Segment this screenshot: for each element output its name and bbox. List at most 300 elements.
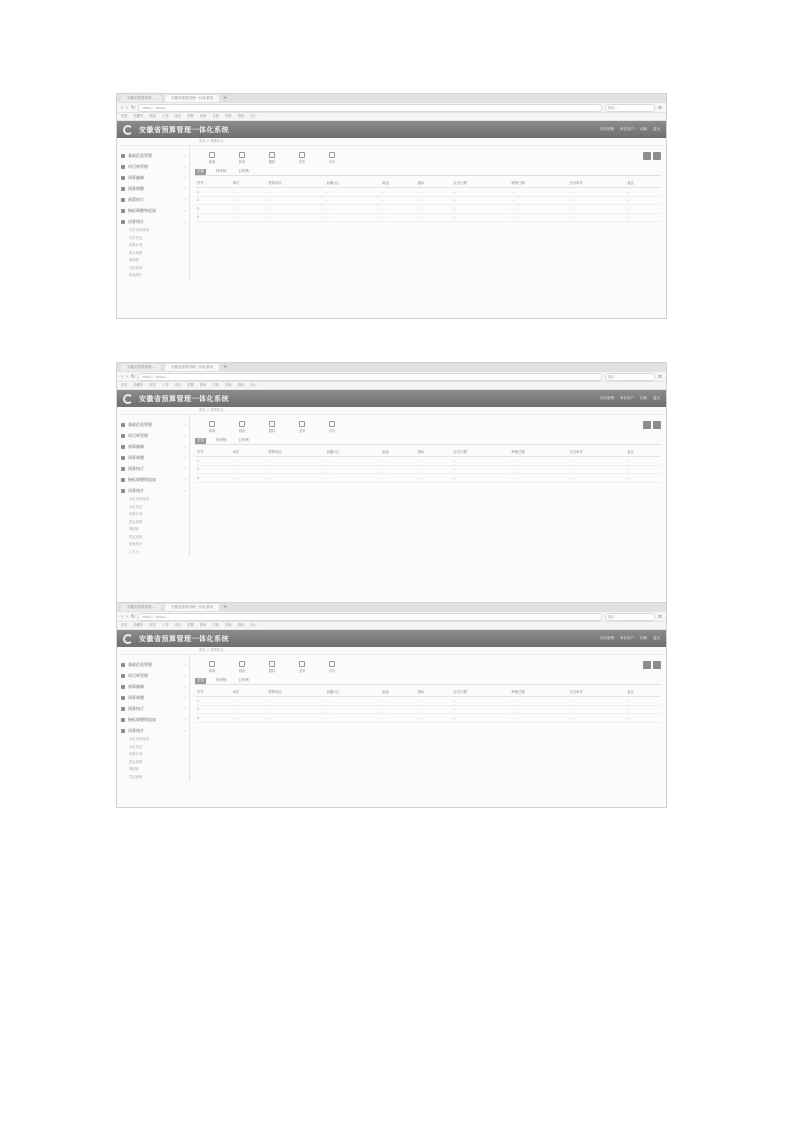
table-cell: …: [567, 188, 625, 197]
forward-icon[interactable]: ›: [126, 613, 128, 620]
header-action[interactable]: 切换: [640, 127, 647, 131]
table-cell: …: [324, 205, 380, 214]
sidebar-menu-item[interactable]: [117, 150, 189, 161]
sidebar-sub-item[interactable]: 凭证查询: [129, 774, 143, 779]
table-cell: …: [451, 465, 509, 474]
toolbar-button[interactable]: [293, 421, 311, 433]
subtab[interactable]: 已审核: [238, 678, 249, 682]
table-cell: …: [231, 457, 267, 466]
sidebar-sub-item[interactable]: 支付凭证: [129, 504, 143, 509]
header-action[interactable]: 项目管理: [600, 127, 614, 131]
header-action[interactable]: 项目管理: [600, 636, 614, 640]
header-action[interactable]: 单位用户: [620, 636, 634, 640]
column-header: 单位: [231, 447, 267, 457]
menu-item-label: 决算统计: [128, 218, 144, 224]
table-cell: …: [625, 213, 661, 222]
column-header: 序号: [195, 447, 231, 457]
table-cell: …: [625, 705, 661, 714]
reload-icon[interactable]: ↻: [131, 104, 136, 111]
url-input[interactable]: http://…/pyjs/…: [138, 613, 602, 621]
sidebar-sub-item[interactable]: 支付申请查询: [129, 228, 149, 232]
table-cell: …: [380, 457, 416, 466]
column-header: 支付日期: [451, 447, 509, 457]
toolbar-button-label: 导出: [328, 669, 336, 673]
new-tab-icon[interactable]: +: [223, 95, 228, 101]
sidebar-menu-item[interactable]: [117, 172, 189, 183]
sidebar-sub-item[interactable]: 明细账: [129, 527, 139, 531]
bookmark-item[interactable]: 预算: [187, 623, 194, 627]
table-row[interactable]: [195, 474, 661, 483]
column-header: 金额(元): [324, 687, 380, 697]
search-icon[interactable]: [643, 421, 651, 429]
sidebar-sub-item[interactable]: 资金管理: [129, 759, 143, 764]
bookmark-item[interactable]: 办公: [250, 383, 257, 387]
sidebar-sub-item[interactable]: 支付申请查询: [129, 737, 149, 741]
main-content: [190, 146, 666, 280]
toolbar-button[interactable]: [323, 421, 341, 433]
menu-item-icon: [121, 729, 125, 733]
bookmark-item[interactable]: 工作: [162, 383, 169, 387]
browser-search-input[interactable]: 搜索…: [605, 104, 655, 112]
table-cell: …: [266, 213, 324, 222]
sidebar-sub-item[interactable]: 资金管理: [129, 250, 143, 255]
toolbar-button-icon: [299, 421, 305, 427]
toolbar-button[interactable]: [293, 661, 311, 673]
table-cell: …: [231, 465, 267, 474]
subtab[interactable]: 待审核: [216, 438, 227, 442]
bookmark-item[interactable]: 项目: [174, 383, 182, 387]
more-icon[interactable]: [653, 152, 661, 160]
toolbar-button[interactable]: [263, 421, 281, 433]
column-header: 用途: [380, 178, 416, 188]
sidebar-sub-item[interactable]: 明细账: [129, 767, 139, 771]
table-cell: …: [416, 213, 452, 222]
table-cell: …: [567, 205, 625, 214]
chevron-right-icon: ›: [184, 695, 186, 700]
table-row[interactable]: [195, 196, 661, 205]
table-cell: …: [625, 697, 661, 706]
toolbar-button-label: 删除: [268, 429, 276, 433]
table-cell: …: [416, 205, 452, 214]
toolbar-button-icon: [299, 152, 305, 158]
table-cell: …: [231, 474, 267, 483]
subtab[interactable]: 全部: [197, 438, 204, 442]
table-row[interactable]: [195, 697, 661, 706]
address-bar: [117, 103, 666, 113]
new-tab-icon[interactable]: +: [223, 604, 228, 610]
table-cell: …: [509, 465, 567, 474]
back-icon[interactable]: ‹: [121, 373, 123, 380]
header-action[interactable]: 退出: [653, 636, 660, 640]
table-row[interactable]: [195, 465, 661, 474]
toolbar-button-icon: [209, 421, 215, 427]
table-cell: …: [567, 457, 625, 466]
chevron-right-icon: ›: [184, 164, 186, 169]
chevron-right-icon: ›: [184, 662, 186, 667]
column-header: 单位: [231, 687, 267, 697]
app-header: [117, 121, 666, 138]
toolbar-button[interactable]: [203, 421, 221, 433]
header-actions: [600, 127, 660, 132]
toolbar-button-icon: [239, 152, 245, 158]
chevron-right-icon: ›: [184, 433, 186, 438]
sub-tabs: [195, 677, 661, 685]
chevron-right-icon: ›: [184, 488, 186, 493]
table-header-row: [195, 447, 661, 457]
column-header: 指标: [416, 178, 452, 188]
subtab[interactable]: 全部: [197, 678, 204, 682]
toolbar-right: [643, 661, 661, 669]
table-row[interactable]: [195, 705, 661, 714]
table-cell: …: [509, 213, 567, 222]
main-content: [190, 415, 666, 556]
browser-tab-bar: [117, 603, 666, 612]
sidebar-sub-item[interactable]: 凭证查询: [129, 534, 143, 539]
toolbar-button-icon: [269, 661, 275, 667]
toolbar-button[interactable]: [233, 152, 251, 164]
column-header: 审核日期: [509, 447, 567, 457]
bookmark-item[interactable]: 文档: [212, 114, 220, 118]
table-cell: …: [451, 697, 509, 706]
search-icon[interactable]: [643, 661, 651, 669]
bookmark-item[interactable]: 导航: [225, 623, 232, 627]
bookmark-item[interactable]: 常用: [199, 114, 207, 118]
chevron-right-icon: ›: [184, 717, 186, 722]
toolbar-button-icon: [239, 661, 245, 667]
column-header: 金额(元): [324, 178, 380, 188]
sidebar-menu-item[interactable]: [117, 194, 189, 205]
sidebar-menu-item[interactable]: [117, 681, 189, 692]
bookmark-item[interactable]: 资料: [237, 623, 245, 627]
subtab[interactable]: 已审核: [238, 438, 249, 442]
table-cell: …: [509, 705, 567, 714]
toolbar-button[interactable]: [263, 661, 281, 673]
table-row[interactable]: [195, 457, 661, 466]
browser-search-input[interactable]: 搜索…: [605, 373, 655, 381]
toolbar-button[interactable]: [203, 152, 221, 164]
column-header: 用途: [380, 687, 416, 697]
chevron-right-icon: ›: [184, 728, 186, 733]
more-icon[interactable]: [653, 661, 661, 669]
toolbar-button[interactable]: [293, 152, 311, 164]
menu-item-icon: [121, 707, 125, 711]
menu-item-icon: [121, 423, 125, 427]
toolbar-button[interactable]: [323, 152, 341, 164]
chevron-right-icon: ›: [184, 175, 186, 180]
header-action[interactable]: 单位用户: [620, 396, 634, 400]
menu-item-icon: [121, 489, 125, 493]
bookmark-item[interactable]: 网页: [149, 114, 157, 118]
browser-tab[interactable]: 安徽省预算管理…: [121, 364, 161, 371]
sidebar-menu-item[interactable]: [117, 474, 189, 485]
subtab[interactable]: 待审核: [216, 678, 227, 682]
sidebar-menu-item[interactable]: [117, 692, 189, 703]
toolbar-button[interactable]: [263, 152, 281, 164]
bookmark-item[interactable]: 网页: [149, 383, 157, 387]
bookmark-item[interactable]: 收藏夹: [133, 114, 144, 118]
bookmark-item[interactable]: 收藏夹: [133, 383, 144, 387]
menu-item-icon: [121, 176, 125, 180]
table-cell: …: [324, 213, 380, 222]
table-cell: …: [451, 213, 509, 222]
chevron-right-icon: ›: [184, 153, 186, 158]
sidebar-menu-item[interactable]: [117, 205, 189, 216]
column-header: 备注: [625, 447, 661, 457]
sidebar-menu-item[interactable]: [117, 183, 189, 194]
table-cell: …: [324, 465, 380, 474]
header-action[interactable]: 单位用户: [620, 127, 634, 131]
toolbar-button-icon: [329, 152, 335, 158]
menu-item-label: 基础信息管理: [128, 152, 152, 158]
column-header: 指标: [416, 447, 452, 457]
sidebar-sub-item[interactable]: 凭证查询: [129, 265, 143, 270]
bookmark-item[interactable]: 常用: [199, 623, 207, 627]
sidebar-menu-item[interactable]: [117, 714, 189, 725]
subtab[interactable]: 待审核: [216, 169, 227, 173]
bookmark-item[interactable]: 文档: [212, 623, 220, 627]
sidebar-menu-item[interactable]: [117, 430, 189, 441]
sidebar-menu-item[interactable]: [117, 485, 189, 496]
header-action[interactable]: 切换: [640, 396, 647, 400]
sidebar-menu-item[interactable]: [117, 161, 189, 172]
menu-item-label: 指标调整和追加: [128, 716, 156, 722]
sidebar-menu-item[interactable]: [117, 725, 189, 736]
menu-item-label: 决算统计: [128, 727, 144, 733]
bookmark-item[interactable]: 常用: [199, 383, 207, 387]
table-cell: 3: [195, 714, 231, 723]
menu-item-label: 决算统计: [128, 487, 144, 493]
table-cell: …: [231, 697, 267, 706]
menu-icon[interactable]: ≡: [657, 373, 662, 380]
screenshot-1: [116, 93, 667, 319]
toolbar-button-label: 修改: [238, 160, 246, 164]
sidebar-menu-item[interactable]: [117, 670, 189, 681]
sub-tabs: [195, 437, 661, 445]
new-tab-icon[interactable]: +: [223, 364, 228, 370]
sidebar-menu-item[interactable]: [117, 463, 189, 474]
toolbar-button-icon: [239, 421, 245, 427]
bookmark-item[interactable]: 办公: [250, 114, 257, 118]
column-header: 指标: [416, 687, 452, 697]
table-cell: …: [625, 465, 661, 474]
table-cell: …: [625, 205, 661, 214]
search-icon[interactable]: [643, 152, 651, 160]
forward-icon[interactable]: ›: [126, 373, 128, 380]
sidebar-sub-item[interactable]: 用款计划: [129, 512, 143, 516]
table-row[interactable]: [195, 714, 661, 723]
menu-item-icon: [121, 154, 125, 158]
table-cell: …: [625, 474, 661, 483]
table-cell: …: [266, 705, 324, 714]
toolbar-button[interactable]: [203, 661, 221, 673]
table-cell: …: [266, 474, 324, 483]
sidebar-menu-item[interactable]: [117, 216, 189, 227]
column-header: 序号: [195, 687, 231, 697]
table-cell: …: [266, 205, 324, 214]
column-header: 预算项目: [266, 178, 324, 188]
toolbar-button[interactable]: [233, 661, 251, 673]
sidebar-sub-item[interactable]: 明细账: [129, 258, 139, 262]
subtab[interactable]: 已审核: [238, 169, 249, 173]
sidebar-menu-item[interactable]: [117, 419, 189, 430]
url-input[interactable]: http://…/pyjs/…: [138, 104, 602, 112]
menu-item-icon: [121, 445, 125, 449]
sidebar-sub-item[interactable]: 工作台: [129, 549, 139, 554]
header-action[interactable]: 退出: [653, 396, 660, 400]
sidebar-sub-item[interactable]: 报表统计: [129, 542, 143, 546]
menu-icon[interactable]: ≡: [657, 613, 662, 620]
table-cell: …: [324, 714, 380, 723]
table-cell: …: [266, 196, 324, 205]
screenshot-3: [116, 602, 667, 808]
url-input[interactable]: http://…/pyjs/…: [138, 373, 602, 381]
subtab[interactable]: 全部: [197, 169, 204, 173]
table-cell: …: [324, 188, 380, 197]
toolbar-button-label: 修改: [238, 429, 246, 433]
bookmarks-bar: [117, 113, 666, 121]
menu-item-label: 指标调整和追加: [128, 207, 156, 213]
header-action[interactable]: 退出: [653, 127, 660, 131]
menu-item-icon: [121, 165, 125, 169]
bookmark-item[interactable]: 网页: [149, 623, 157, 627]
sidebar-sub-item[interactable]: 报表统计: [129, 273, 143, 277]
browser-tab-active[interactable]: 安徽省预算管理一体化系统: [165, 604, 219, 611]
table-row[interactable]: [195, 213, 661, 222]
header-actions: [600, 636, 660, 641]
bookmark-item[interactable]: 工作: [162, 623, 169, 627]
sub-tabs: [195, 168, 661, 176]
table-cell: 1: [195, 697, 231, 706]
table-cell: 3: [195, 474, 231, 483]
bookmark-item[interactable]: 收藏夹: [133, 623, 144, 627]
table-cell: …: [266, 188, 324, 197]
address-bar: [117, 612, 666, 622]
column-header: 审核日期: [509, 687, 567, 697]
toolbar-button-label: 新增: [208, 160, 216, 164]
menu-icon[interactable]: ≡: [657, 104, 662, 111]
bookmark-item[interactable]: 办公: [250, 623, 257, 627]
header-action[interactable]: 切换: [640, 636, 647, 640]
browser-tab-active[interactable]: 安徽省预算管理一体化系统: [165, 95, 219, 102]
browser-search-input[interactable]: 搜索…: [605, 613, 655, 621]
toolbar: [195, 419, 661, 433]
sidebar: [117, 415, 190, 556]
table-cell: …: [509, 474, 567, 483]
sidebar-sub-item[interactable]: 资金管理: [129, 519, 143, 524]
sidebar-menu-item[interactable]: [117, 703, 189, 714]
table-cell: …: [509, 697, 567, 706]
browser-tab[interactable]: 安徽省预算管理…: [121, 95, 161, 102]
bookmark-item[interactable]: 资料: [237, 114, 245, 118]
menu-item-icon: [121, 220, 125, 224]
table-cell: …: [451, 714, 509, 723]
sidebar-sub-item[interactable]: 支付凭证: [129, 744, 143, 749]
bookmark-item[interactable]: 首页: [121, 623, 128, 627]
table-cell: …: [231, 188, 267, 197]
menu-item-label: 预算执行: [128, 196, 144, 202]
bookmark-item[interactable]: 项目: [174, 114, 182, 118]
sidebar-menu-item[interactable]: [117, 452, 189, 463]
sidebar-sub-item[interactable]: 用款计划: [129, 243, 143, 247]
table-cell: …: [324, 457, 380, 466]
table-cell: …: [625, 714, 661, 723]
column-header: 单位: [231, 178, 267, 188]
chevron-right-icon: ›: [184, 673, 186, 678]
bookmark-item[interactable]: 导航: [225, 114, 232, 118]
header-action[interactable]: 项目管理: [600, 396, 614, 400]
bookmark-item[interactable]: 工作: [162, 114, 169, 118]
sidebar-sub-item[interactable]: 支付申请查询: [129, 497, 149, 501]
column-header: 支付单号: [567, 178, 625, 188]
sidebar-menu-item[interactable]: [117, 441, 189, 452]
bookmark-item[interactable]: 预算: [187, 383, 194, 387]
bookmark-item[interactable]: 文档: [212, 383, 220, 387]
toolbar-button[interactable]: [323, 661, 341, 673]
bookmark-item[interactable]: 首页: [121, 383, 128, 387]
table-cell: …: [509, 188, 567, 197]
table-cell: …: [567, 697, 625, 706]
bookmark-item[interactable]: 预算: [187, 114, 194, 118]
reload-icon[interactable]: ↻: [131, 373, 136, 380]
chevron-right-icon: ›: [184, 219, 186, 224]
toolbar-button-label: 送审: [298, 160, 306, 164]
bookmark-item[interactable]: 导航: [225, 383, 232, 387]
sidebar-sub-item[interactable]: 用款计划: [129, 752, 143, 756]
toolbar-button-label: 导出: [328, 160, 336, 164]
bookmark-item[interactable]: 资料: [237, 383, 245, 387]
table-row[interactable]: [195, 188, 661, 197]
chevron-right-icon: ›: [184, 444, 186, 449]
logo-icon: [123, 125, 133, 135]
table-cell: 1: [195, 188, 231, 197]
menu-item-icon: [121, 187, 125, 191]
sidebar-menu-item[interactable]: [117, 659, 189, 670]
toolbar-button-label: 新增: [208, 429, 216, 433]
reload-icon[interactable]: ↻: [131, 613, 136, 620]
table-header-row: [195, 178, 661, 188]
column-header: 备注: [625, 178, 661, 188]
table-cell: …: [324, 196, 380, 205]
table-cell: …: [416, 457, 452, 466]
back-icon[interactable]: ‹: [121, 104, 123, 111]
browser-tab-active[interactable]: 安徽省预算管理一体化系统: [165, 364, 219, 371]
bookmark-item[interactable]: 首页: [121, 114, 128, 118]
column-header: 金额(元): [324, 447, 380, 457]
toolbar-button-icon: [209, 661, 215, 667]
forward-icon[interactable]: ›: [126, 104, 128, 111]
chevron-right-icon: ›: [184, 186, 186, 191]
chevron-right-icon: ›: [184, 684, 186, 689]
table-cell: …: [380, 474, 416, 483]
browser-tab[interactable]: 安徽省预算管理…: [121, 604, 161, 611]
menu-item-label: 项目库管理: [128, 432, 148, 438]
more-icon[interactable]: [653, 421, 661, 429]
chevron-right-icon: ›: [184, 208, 186, 213]
table-cell: 2: [195, 465, 231, 474]
breadcrumb: 首页 > 预算执行: [117, 407, 666, 415]
table-row[interactable]: [195, 205, 661, 214]
back-icon[interactable]: ‹: [121, 613, 123, 620]
app-title: 安徽省预算管理一体化系统: [139, 394, 229, 403]
sidebar-sub-item[interactable]: 支付凭证: [129, 235, 143, 240]
toolbar-button[interactable]: [233, 421, 251, 433]
bookmark-item[interactable]: 项目: [174, 623, 182, 627]
column-header: 支付单号: [567, 447, 625, 457]
table-cell: …: [567, 213, 625, 222]
data-table: [195, 447, 661, 483]
menu-item-icon: [121, 198, 125, 202]
toolbar-button-label: 删除: [268, 160, 276, 164]
